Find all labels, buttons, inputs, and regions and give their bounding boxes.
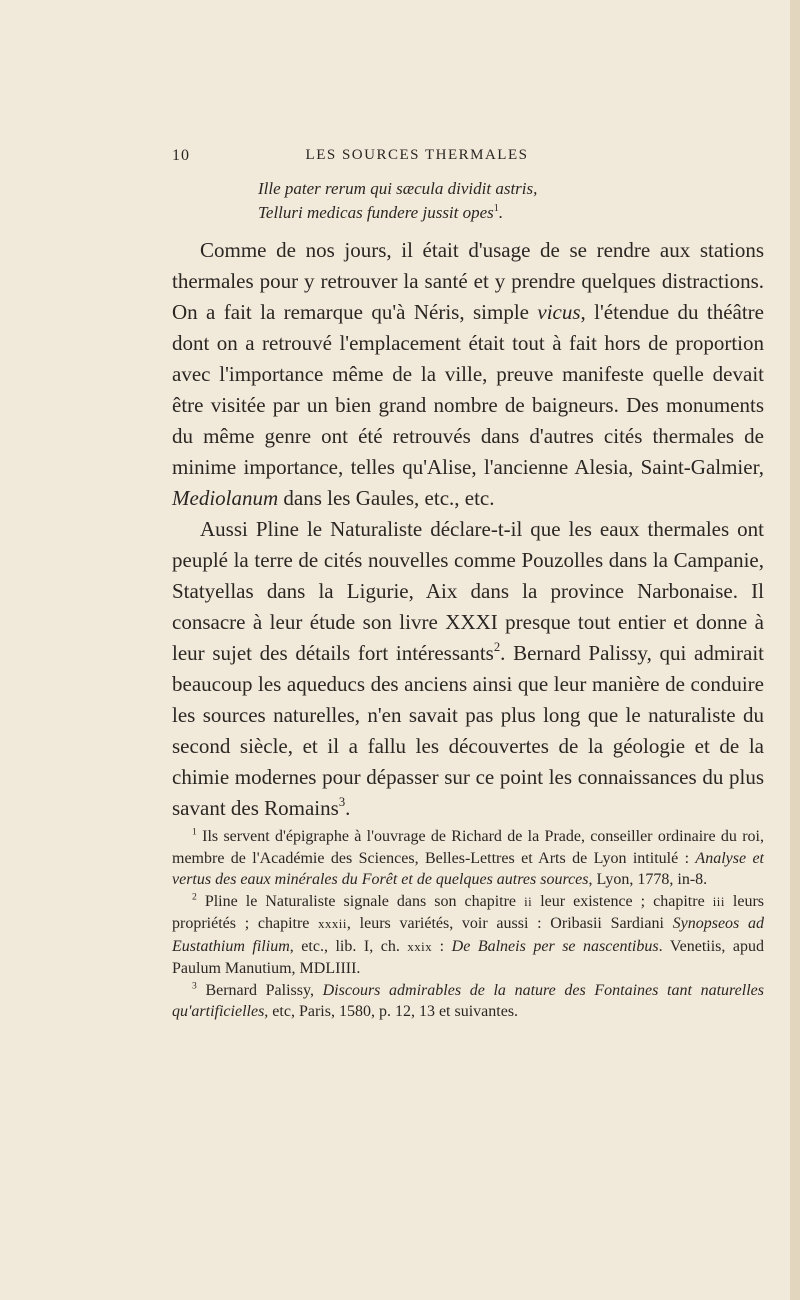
- footnote-2-title-synopseos: Synopseos ad Eustathium filium: [172, 915, 765, 955]
- footnote-3-text-a: Bernard Palissy,: [196, 981, 323, 999]
- footnote-2-chapter-xxxii: xxxii: [318, 917, 347, 931]
- footnote-3: [172, 980, 764, 1023]
- footnote-1-title: Analyse et vertus des eaux minérales du Forêt et de quelques autres sources: [172, 849, 765, 888]
- footnote-3-text-b: , etc, Paris, 1580, p. 12, 13 et suivantes.: [264, 1003, 519, 1020]
- page-number: 10: [172, 147, 190, 164]
- footnote-2-chapter-ii: ii: [524, 894, 533, 909]
- body-text: [172, 235, 764, 824]
- footnote-2-text-c: leurs propriétés ; chapitre: [172, 892, 765, 932]
- footnote-2-number: 2: [192, 890, 197, 902]
- footnote-2-text-d: , leurs variétés, voir aussi : Oribasii Sardiani: [346, 915, 673, 932]
- footnote-1-text-b: , Lyon, 1778, in-8.: [588, 871, 708, 888]
- running-title: LES SOURCES THERMALES: [305, 147, 529, 163]
- running-head: [172, 147, 662, 169]
- paragraph-1-text-c: dans les Gaules, etc., etc.: [278, 486, 495, 510]
- footnote-3-title: Discours admirables de la nature des Fontaines tant naturelles qu'artificielles: [172, 981, 764, 1020]
- epigraph-line-2-end: .: [498, 203, 504, 222]
- footnote-2-title-de-balneis: De Balneis per se nascentibus: [451, 937, 659, 955]
- paragraph-1-text-b: , l'étendue du théâtre dont on a retrouvé l'emplacement était tout à fait hors de proportion avec l'importance même de la ville, preuve manifeste quelle devait être visitée par un bien grand nombre de baigneurs. Des monuments du même genre ont été retrouvés dans d'autres cités thermales de minime importance, telles qu'Alise, l'ancienne Alesia, Saint-Galmier,: [172, 300, 764, 479]
- footnote-1-text-a: Ils servent d'épigraphe à l'ouvrage de Richard de la Prade, conseiller ordinaire du roi, membre de l'Académie des Sciences, Belles-Lettres et Arts de Lyon intitulé :: [172, 828, 764, 867]
- footnote-1: [172, 826, 764, 891]
- footnote-2-chapter-xxix: xxix: [407, 939, 433, 954]
- footnotes: [172, 826, 764, 1023]
- epigraph-line-2-text: Telluri medicas fundere jussit opes: [258, 203, 494, 222]
- paragraph-1-italic-vicus: vicus: [537, 300, 581, 324]
- epigraph-line-2: [258, 201, 537, 225]
- paragraph-2-text-c: .: [345, 796, 351, 820]
- footnote-2-text-g: . Venetiis, apud Paulum Manutium, MDLIIII.: [172, 937, 765, 977]
- paragraph-2: [172, 514, 764, 824]
- footnote-2-text-e: , etc., lib. I, ch.: [289, 937, 408, 955]
- footnote-2-text-a: Pline le Naturaliste signale dans son chapitre: [196, 892, 525, 910]
- footnote-2: [172, 891, 764, 980]
- footnote-2-text-b: leur existence ; chapitre: [532, 892, 713, 910]
- footnote-ref-1[interactable]: 1: [493, 202, 499, 214]
- paragraph-1-text-a: Comme de nos jours, il était d'usage de se rendre aux stations thermales pour y retrouver la santé et y prendre quelques distractions. On a fait la remarque qu'à Néris, simple: [172, 238, 764, 324]
- footnote-ref-2[interactable]: 2: [493, 640, 501, 655]
- paragraph-1: [172, 235, 764, 514]
- footnote-3-number: 3: [192, 979, 197, 991]
- paragraph-2-text-b: . Bernard Palissy, qui admirait beaucoup les aqueducs des anciens ainsi que leur manière de conduire les sources naturelles, n'en savait pas plus long que le naturaliste du second siècle, et il a fallu les découvertes de la géologie et de la chimie modernes pour dépasser sur ce point les connaissances du plus savant des Romains: [172, 641, 764, 820]
- paragraph-2-text-a: Aussi Pline le Naturaliste déclare-t-il que les eaux thermales ont peuplé la terre de cités nouvelles comme Pouzolles dans la Campanie, Statyellas dans la Ligurie, Aix dans la province Narbonaise. Il consacre à leur étude son livre XXXI presque tout entier et donne à leur sujet des détails fort intéressants: [172, 517, 764, 665]
- epigraph: [258, 177, 537, 225]
- footnote-1-number: 1: [192, 826, 197, 838]
- paragraph-1-italic-mediolanum: Mediolanum: [172, 486, 279, 510]
- epigraph-line-1: Ille pater rerum qui sæcula dividit astris,: [258, 179, 538, 198]
- footnote-ref-3[interactable]: 3: [338, 795, 346, 810]
- footnote-2-text-f: :: [432, 937, 452, 955]
- footnote-2-chapter-iii: iii: [712, 894, 725, 909]
